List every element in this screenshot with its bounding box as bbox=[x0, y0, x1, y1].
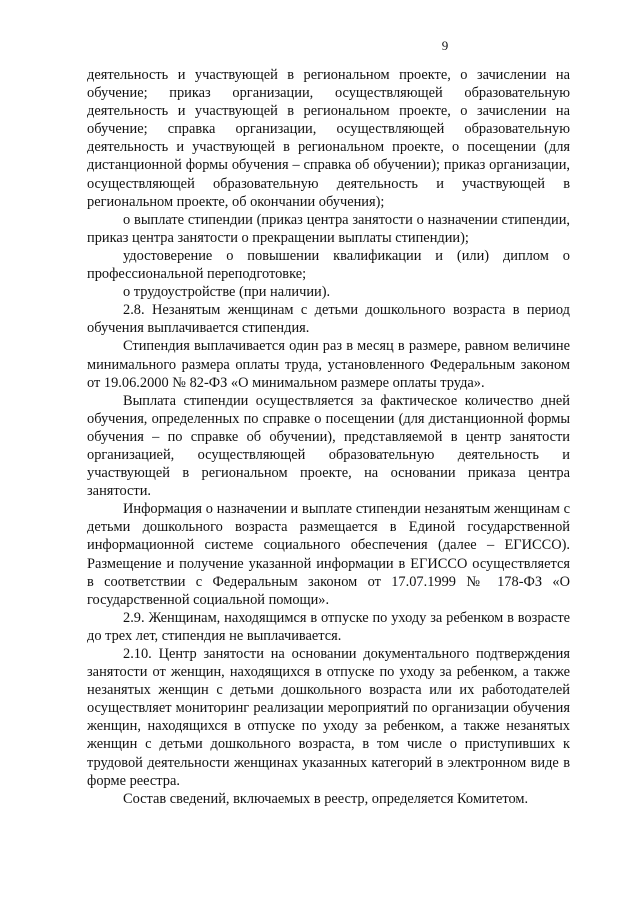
paragraph-stipend-orders: о выплате стипендии (приказ центра занятости о назначении стипендии, приказ центра занятости о прекращении выплаты стипендии); bbox=[87, 211, 570, 246]
paragraph-2-9: 2.9. Женщинам, находящимся в отпуске по уходу за ребенком в возрасте до трех лет, стипендия не выплачивается. bbox=[87, 609, 570, 644]
paragraph-certificate: удостоверение о повышении квалификации и (или) диплом о профессиональной переподготовке; bbox=[87, 247, 570, 283]
page-number: 9 bbox=[441, 38, 449, 53]
document-body bbox=[87, 66, 570, 808]
paragraph-documents-list-continuation: деятельность и участвующей в региональном проекте, о зачислении на обучение; приказ организации, осуществляющей образовательную деятельность и участвующей в региональном проекте, о зачислении на обучение; справка организации, осуществляющей образовательную деятельность и участвующей в региональном проекте, о посещении (для дистанционной формы обучения – справка об обучении); приказ организации, осуществляющей образовательную деятельность и участвующей в региональном проекте, об окончании обучения); bbox=[87, 67, 570, 210]
paragraph-employment: о трудоустройстве (при наличии). bbox=[123, 284, 331, 301]
paragraph-registry-contents: Состав сведений, включаемых в реестр, определяется Комитетом. bbox=[123, 790, 529, 807]
paragraph-2-10: 2.10. Центр занятости на основании документального подтверждения занятости от женщин, находящихся в отпуске по уходу за ребенком, а также незанятых женщин с детьми дошкольного возраста или их работодателей осуществляет мониторинг реализации мероприятий по организации обучения женщин, находящихся в отпуске по уходу за ребенком, а также незанятых женщин с детьми дошкольного возраста, в том числе о приступивших к трудовой деятельности женщинах указанных категорий в электронном виде в форме реестра. bbox=[87, 646, 570, 789]
paragraph-stipend-payment: Выплата стипендии осуществляется за фактическое количество дней обучения, определенных по справке о посещении (для дистанционной формы обучения – по справке об обучении), представляемой в центр занятости организацией, осуществляющей образовательную деятельность и участвующей в региональном проекте, на основании приказа центра занятости. bbox=[87, 392, 570, 500]
paragraph-egisso: Информация о назначении и выплате стипендии незанятым женщинам с детьми дошкольного возраста размещается в Единой государственной информационной системе социального обеспечения (далее – ЕГИССО). Размещение и получение указанной информации в ЕГИССО осуществляется в соответствии с Федеральным законом от 17.07.1999 № 178-ФЗ «О государственной социальной помощи». bbox=[87, 501, 570, 608]
paragraph-2-8: 2.8. Незанятым женщинам с детьми дошкольного возраста в период обучения выплачивается стипендия. bbox=[87, 302, 570, 337]
paragraph-stipend-amount: Стипендия выплачивается один раз в месяц в размере, равном величине минимального размера оплаты труда, установленного Федеральным законом от 19.06.2000 № 82-ФЗ «О минимальном размере оплаты труда». bbox=[87, 338, 570, 391]
